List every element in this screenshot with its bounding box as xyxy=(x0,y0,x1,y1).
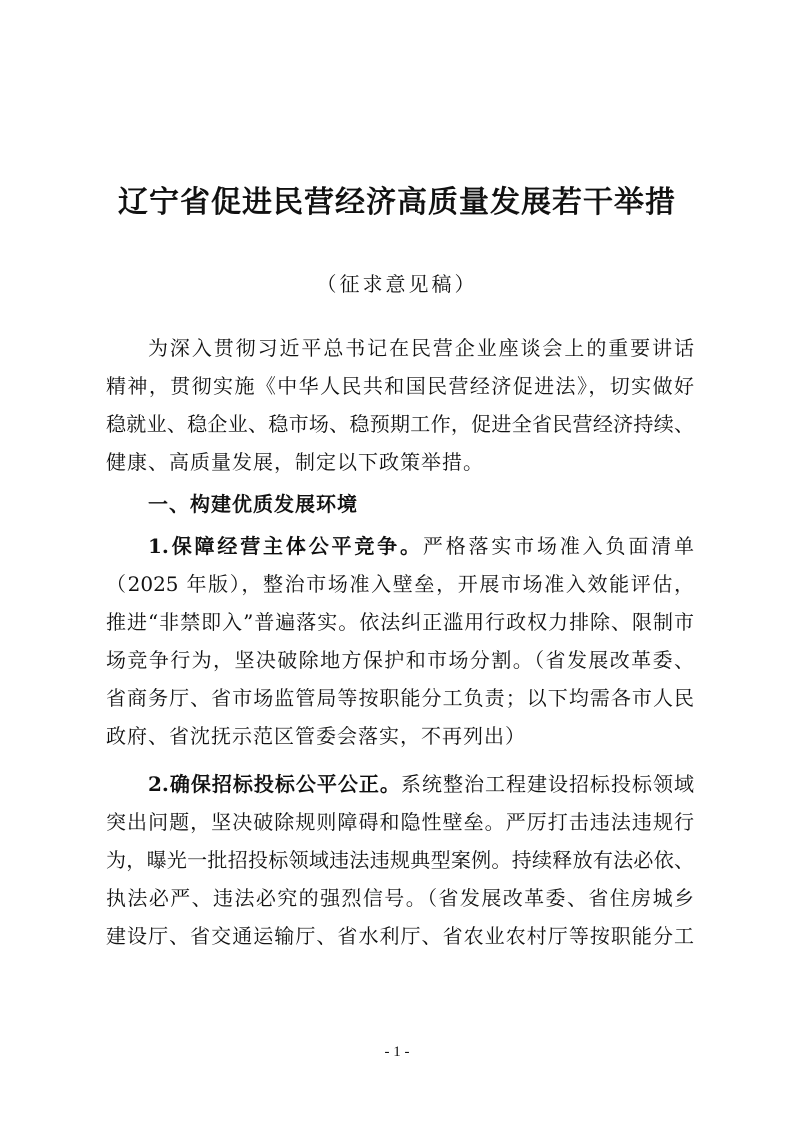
item1-line-4: 场竞争行为，坚决破除地方保护和市场分割。（省发展改革委、 xyxy=(106,648,694,672)
item1-line-5: 省商务厅、省市场监管局等按职能分工负责；以下均需各市人民 xyxy=(106,686,694,710)
item2-line-2: 突出问题，坚决破除规则障碍和隐性壁垒。严厉打击违法违规行 xyxy=(106,810,694,834)
item2-line-4: 执法必严、违法必究的强烈信号。（省发展改革委、省住房城乡 xyxy=(106,886,694,910)
item2-first-line-rest: 系统整治工程建设招标投标领域 xyxy=(400,772,694,796)
intro-line-4: 健康、高质量发展，制定以下政策举措。 xyxy=(106,450,484,474)
item2-first-line xyxy=(148,766,694,802)
intro-line-3: 稳就业、稳企业、稳市场、稳预期工作，促进全省民营经济持续、 xyxy=(106,412,694,436)
intro-line-2: 精神，贯彻实施《中华人民共和国民营经济促进法》，切实做好 xyxy=(106,374,694,398)
item2-line-3: 为，曝光一批招投标领域违法违规典型案例。持续释放有法必依、 xyxy=(106,848,694,872)
page-number: - 1 - xyxy=(384,1044,410,1060)
item1-line-2: （2025 年版），整治市场准入壁垒，开展市场准入效能评估， xyxy=(106,572,694,596)
document-title: 辽宁省促进民营经济高质量发展若干举措 xyxy=(118,185,676,220)
document-subtitle: （征求意见稿） xyxy=(316,272,478,296)
item1-first-line xyxy=(148,528,694,564)
item1-line-3: 推进“非禁即入”普遍落实。依法纠正滥用行政权力排除、限制市 xyxy=(106,610,694,634)
intro-line-1: 为深入贯彻习近平总书记在民营企业座谈会上的重要讲话 xyxy=(148,336,694,360)
item2-line-5: 建设厅、省交通运输厅、省水利厅、省农业农村厅等按职能分工 xyxy=(106,924,694,948)
item1-lead: 1.保障经营主体公平竞争。 xyxy=(148,534,423,558)
item1-line-6: 政府、省沈抚示范区管委会落实，不再列出） xyxy=(106,724,526,748)
section-heading: 一、构建优质发展环境 xyxy=(148,492,358,516)
item1-first-line-rest: 严格落实市场准入负面清单 xyxy=(422,534,694,558)
item2-lead: 2.确保招标投标公平公正。 xyxy=(148,772,401,796)
